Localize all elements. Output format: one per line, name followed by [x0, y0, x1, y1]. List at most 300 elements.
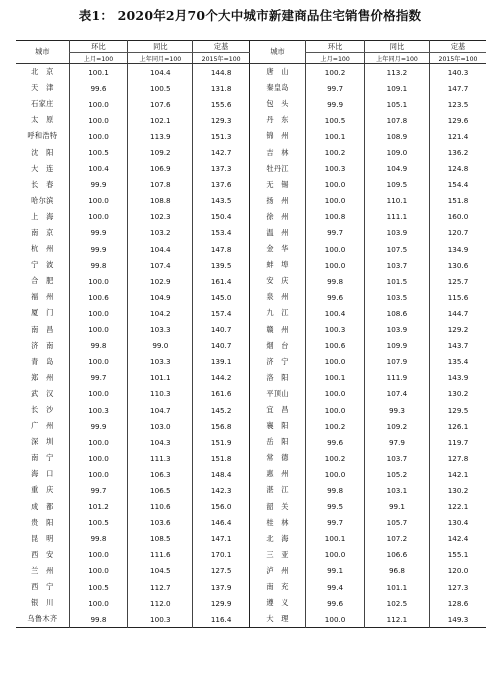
city-cell-left: 青 岛: [31, 356, 54, 366]
mom-cell-left: 100.0: [69, 209, 128, 225]
yoy-cell-right: 105.7: [364, 515, 429, 531]
mom-cell-right: 99.7: [306, 225, 365, 241]
base-cell-right: 130.4: [430, 515, 486, 531]
mom-cell-left: 100.1: [69, 64, 128, 81]
base-cell-left: 142.7: [193, 144, 249, 160]
city-cell-right: 洛 阳: [249, 370, 305, 386]
city-cell-left: 呼和浩特: [27, 131, 58, 141]
base-cell-right: 127.3: [430, 579, 486, 595]
base-cell-right: 128.6: [430, 595, 486, 611]
header-base-right: 定基: [430, 41, 486, 53]
table-row: [16, 466, 486, 482]
yoy-cell-left: 104.9: [128, 289, 193, 305]
mom-cell-left: 100.6: [69, 289, 128, 305]
yoy-cell-right: 103.7: [364, 450, 429, 466]
yoy-cell-right: 99.1: [364, 499, 429, 515]
mom-cell-left: 100.0: [69, 563, 128, 579]
mom-cell-right: 100.0: [306, 386, 365, 402]
city-cell-right: 三 亚: [249, 547, 305, 563]
city-cell-right: 温 州: [249, 225, 305, 241]
base-cell-right: 154.4: [430, 177, 486, 193]
base-cell-left: 144.2: [193, 370, 249, 386]
yoy-cell-left: 111.3: [128, 450, 193, 466]
yoy-cell-left: 111.6: [128, 547, 193, 563]
yoy-cell-left: 108.5: [128, 531, 193, 547]
city-cell-right: 安 庆: [249, 273, 305, 289]
city-cell-right: 徐 州: [249, 209, 305, 225]
base-cell-right: 129.6: [430, 112, 486, 128]
city-cell-left: 西 宁: [31, 582, 54, 592]
mom-cell-right: 99.6: [306, 595, 365, 611]
base-cell-left: 147.8: [193, 241, 249, 257]
mom-cell-right: 100.1: [306, 128, 365, 144]
header-base-sub-right: 2015年=100: [430, 53, 486, 64]
city-cell-right: 南 充: [249, 579, 305, 595]
header-city-right: 城市: [249, 41, 305, 64]
yoy-cell-left: 107.6: [128, 96, 193, 112]
base-cell-left: 170.1: [193, 547, 249, 563]
yoy-cell-left: 104.4: [128, 64, 193, 81]
yoy-cell-left: 104.3: [128, 434, 193, 450]
mom-cell-right: 100.0: [306, 466, 365, 482]
base-cell-right: 120.7: [430, 225, 486, 241]
header-city-left: 城市: [16, 41, 69, 64]
header-base-left: 定基: [193, 41, 249, 53]
city-cell-left: 杭 州: [31, 244, 54, 254]
yoy-cell-right: 97.9: [364, 434, 429, 450]
mom-cell-right: 99.6: [306, 289, 365, 305]
yoy-cell-left: 108.8: [128, 193, 193, 209]
yoy-cell-left: 106.5: [128, 482, 193, 498]
mom-cell-left: 101.2: [69, 499, 128, 515]
city-cell-right: 常 德: [249, 450, 305, 466]
mom-cell-left: 99.9: [69, 418, 128, 434]
table-row: [16, 531, 486, 547]
city-cell-right: 烟 台: [249, 338, 305, 354]
yoy-cell-right: 111.1: [364, 209, 429, 225]
yoy-cell-left: 112.7: [128, 579, 193, 595]
header-yoy-left: 同比: [128, 41, 193, 53]
table-row: [16, 241, 486, 257]
city-cell-left: 郑 州: [31, 372, 54, 382]
city-cell-left: 重 庆: [31, 485, 54, 495]
table-row: [16, 547, 486, 563]
city-cell-left: 长 沙: [31, 405, 54, 415]
base-cell-left: 139.5: [193, 257, 249, 273]
header-mom-sub-right: 上月=100: [306, 53, 365, 64]
mom-cell-right: 100.2: [306, 418, 365, 434]
table-row: [16, 563, 486, 579]
mom-cell-right: 99.8: [306, 482, 365, 498]
mom-cell-right: 100.5: [306, 112, 365, 128]
yoy-cell-right: 111.9: [364, 370, 429, 386]
yoy-cell-left: 110.6: [128, 499, 193, 515]
city-cell-right: 北 海: [249, 531, 305, 547]
city-cell-left: 宁 波: [31, 260, 54, 270]
base-cell-right: 127.8: [430, 450, 486, 466]
mom-cell-right: 99.8: [306, 273, 365, 289]
mom-cell-right: 99.4: [306, 579, 365, 595]
base-cell-right: 125.7: [430, 273, 486, 289]
city-cell-right: 大 理: [249, 611, 305, 628]
mom-cell-left: 100.0: [69, 193, 128, 209]
base-cell-left: 155.6: [193, 96, 249, 112]
base-cell-right: 155.1: [430, 547, 486, 563]
base-cell-left: 147.1: [193, 531, 249, 547]
price-index-table: [16, 40, 486, 628]
yoy-cell-right: 109.0: [364, 144, 429, 160]
mom-cell-left: 99.9: [69, 241, 128, 257]
base-cell-right: 121.4: [430, 128, 486, 144]
yoy-cell-left: 104.5: [128, 563, 193, 579]
city-cell-left: 大 连: [31, 163, 54, 173]
city-cell-left: 深 圳: [31, 437, 54, 447]
mom-cell-left: 100.0: [69, 354, 128, 370]
yoy-cell-right: 103.5: [364, 289, 429, 305]
table-row: [16, 595, 486, 611]
mom-cell-left: 99.8: [69, 257, 128, 273]
city-cell-right: 唐 山: [249, 64, 305, 81]
yoy-cell-left: 104.7: [128, 402, 193, 418]
yoy-cell-right: 109.5: [364, 177, 429, 193]
yoy-cell-right: 99.3: [364, 402, 429, 418]
city-cell-right: 金 华: [249, 241, 305, 257]
city-cell-left: 南 京: [31, 227, 54, 237]
yoy-cell-right: 107.9: [364, 354, 429, 370]
yoy-cell-left: 107.4: [128, 257, 193, 273]
table-row: [16, 144, 486, 160]
base-cell-left: 151.3: [193, 128, 249, 144]
city-cell-right: 扬 州: [249, 193, 305, 209]
yoy-cell-right: 107.4: [364, 386, 429, 402]
mom-cell-left: 100.4: [69, 161, 128, 177]
base-cell-left: 137.9: [193, 579, 249, 595]
yoy-cell-right: 106.6: [364, 547, 429, 563]
table-row: [16, 273, 486, 289]
base-cell-left: 161.6: [193, 386, 249, 402]
mom-cell-left: 99.8: [69, 338, 128, 354]
table-row: [16, 80, 486, 96]
header-mom-sub-left: 上月=100: [69, 53, 128, 64]
city-cell-left: 厦 门: [31, 308, 54, 318]
base-cell-left: 156.8: [193, 418, 249, 434]
table-row: [16, 322, 486, 338]
city-cell-left: 济 南: [31, 340, 54, 350]
base-cell-right: 143.7: [430, 338, 486, 354]
yoy-cell-right: 101.5: [364, 273, 429, 289]
yoy-cell-left: 103.0: [128, 418, 193, 434]
base-cell-left: 131.8: [193, 80, 249, 96]
city-cell-left: 海 口: [31, 469, 54, 479]
mom-cell-left: 100.0: [69, 112, 128, 128]
base-cell-left: 129.9: [193, 595, 249, 611]
city-cell-left: 南 昌: [31, 324, 54, 334]
table-row: [16, 482, 486, 498]
header-mom-left: 环比: [69, 41, 128, 53]
yoy-cell-right: 103.7: [364, 257, 429, 273]
mom-cell-right: 100.1: [306, 531, 365, 547]
base-cell-left: 139.1: [193, 354, 249, 370]
base-cell-left: 127.5: [193, 563, 249, 579]
table-row: [16, 305, 486, 321]
base-cell-left: 151.8: [193, 450, 249, 466]
city-cell-left: 银 川: [31, 598, 54, 608]
city-cell-left: 长 春: [31, 179, 54, 189]
yoy-cell-left: 104.2: [128, 305, 193, 321]
base-cell-right: 126.1: [430, 418, 486, 434]
yoy-cell-left: 101.1: [128, 370, 193, 386]
base-cell-right: 115.6: [430, 289, 486, 305]
base-cell-left: 150.4: [193, 209, 249, 225]
mom-cell-right: 99.7: [306, 515, 365, 531]
mom-cell-right: 100.0: [306, 354, 365, 370]
city-cell-left: 哈尔滨: [31, 195, 54, 205]
table-title: 表1： 2020年2月70个大中城市新建商品住宅销售价格指数: [78, 8, 422, 23]
city-cell-left: 贵 阳: [31, 517, 54, 527]
table-row: [16, 515, 486, 531]
base-cell-right: 119.7: [430, 434, 486, 450]
table-row: [16, 128, 486, 144]
table-row: [16, 177, 486, 193]
city-cell-right: 韶 关: [249, 499, 305, 515]
city-cell-left: 武 汉: [31, 388, 54, 398]
yoy-cell-right: 110.1: [364, 193, 429, 209]
table-row: [16, 434, 486, 450]
table-row: [16, 64, 486, 81]
yoy-cell-left: 99.0: [128, 338, 193, 354]
mom-cell-left: 99.8: [69, 531, 128, 547]
mom-cell-left: 99.8: [69, 611, 128, 628]
yoy-cell-right: 105.2: [364, 466, 429, 482]
city-cell-left: 广 州: [31, 421, 54, 431]
mom-cell-left: 100.0: [69, 434, 128, 450]
base-cell-right: 142.1: [430, 466, 486, 482]
mom-cell-right: 99.9: [306, 96, 365, 112]
mom-cell-left: 100.0: [69, 305, 128, 321]
base-cell-right: 134.9: [430, 241, 486, 257]
mom-cell-left: 99.9: [69, 225, 128, 241]
base-cell-left: 161.4: [193, 273, 249, 289]
city-cell-left: 昆 明: [31, 533, 54, 543]
mom-cell-right: 100.4: [306, 305, 365, 321]
yoy-cell-left: 103.2: [128, 225, 193, 241]
city-cell-right: 牡丹江: [249, 161, 305, 177]
table-row: [16, 499, 486, 515]
base-cell-left: 156.0: [193, 499, 249, 515]
city-cell-right: 济 宁: [249, 354, 305, 370]
yoy-cell-left: 106.3: [128, 466, 193, 482]
base-cell-right: 120.0: [430, 563, 486, 579]
city-cell-right: 丹 东: [249, 112, 305, 128]
yoy-cell-right: 105.1: [364, 96, 429, 112]
mom-cell-left: 100.0: [69, 450, 128, 466]
yoy-cell-left: 102.3: [128, 209, 193, 225]
city-cell-left: 北 京: [31, 67, 54, 77]
city-cell-right: 锦 州: [249, 128, 305, 144]
yoy-cell-left: 103.3: [128, 322, 193, 338]
mom-cell-left: 100.5: [69, 579, 128, 595]
mom-cell-left: 100.0: [69, 273, 128, 289]
mom-cell-left: 100.5: [69, 144, 128, 160]
base-cell-left: 145.0: [193, 289, 249, 305]
header-mom-right: 环比: [306, 41, 365, 53]
mom-cell-left: 100.3: [69, 402, 128, 418]
mom-cell-right: 100.0: [306, 611, 365, 628]
table-row: [16, 370, 486, 386]
base-cell-left: 140.7: [193, 322, 249, 338]
yoy-cell-right: 108.6: [364, 305, 429, 321]
base-cell-left: 145.2: [193, 402, 249, 418]
base-cell-left: 142.3: [193, 482, 249, 498]
base-cell-right: 129.2: [430, 322, 486, 338]
yoy-cell-left: 103.6: [128, 515, 193, 531]
mom-cell-right: 100.0: [306, 193, 365, 209]
table-row: [16, 402, 486, 418]
table-row: [16, 289, 486, 305]
base-cell-left: 137.6: [193, 177, 249, 193]
yoy-cell-left: 102.9: [128, 273, 193, 289]
mom-cell-right: 100.2: [306, 144, 365, 160]
base-cell-right: 124.8: [430, 161, 486, 177]
yoy-cell-right: 103.9: [364, 322, 429, 338]
base-cell-left: 153.4: [193, 225, 249, 241]
base-cell-right: 151.8: [430, 193, 486, 209]
base-cell-right: 147.7: [430, 80, 486, 96]
yoy-cell-left: 102.1: [128, 112, 193, 128]
city-cell-left: 上 海: [31, 211, 54, 221]
city-cell-right: 岳 阳: [249, 434, 305, 450]
table-row: [16, 418, 486, 434]
yoy-cell-left: 100.3: [128, 611, 193, 628]
base-cell-left: 146.4: [193, 515, 249, 531]
table-row: [16, 354, 486, 370]
city-cell-left: 石家庄: [31, 99, 54, 109]
base-cell-left: 137.3: [193, 161, 249, 177]
base-cell-right: 143.9: [430, 370, 486, 386]
yoy-cell-right: 107.8: [364, 112, 429, 128]
table-row: [16, 338, 486, 354]
base-cell-left: 140.7: [193, 338, 249, 354]
mom-cell-right: 100.0: [306, 547, 365, 563]
yoy-cell-left: 106.9: [128, 161, 193, 177]
table-row: [16, 112, 486, 128]
base-cell-right: 136.2: [430, 144, 486, 160]
base-cell-right: 123.5: [430, 96, 486, 112]
yoy-cell-left: 113.9: [128, 128, 193, 144]
mom-cell-left: 100.0: [69, 386, 128, 402]
yoy-cell-left: 109.2: [128, 144, 193, 160]
city-cell-right: 赣 州: [249, 322, 305, 338]
city-cell-right: 秦皇岛: [249, 80, 305, 96]
yoy-cell-left: 110.3: [128, 386, 193, 402]
city-cell-left: 成 都: [31, 501, 54, 511]
mom-cell-left: 100.5: [69, 515, 128, 531]
base-cell-right: 129.5: [430, 402, 486, 418]
mom-cell-right: 99.1: [306, 563, 365, 579]
base-cell-left: 148.4: [193, 466, 249, 482]
yoy-cell-right: 109.1: [364, 80, 429, 96]
city-cell-right: 泉 州: [249, 289, 305, 305]
header-base-sub-left: 2015年=100: [193, 53, 249, 64]
base-cell-left: 143.5: [193, 193, 249, 209]
yoy-cell-left: 103.3: [128, 354, 193, 370]
city-cell-right: 包 头: [249, 96, 305, 112]
city-cell-right: 蚌 埠: [249, 257, 305, 273]
city-cell-right: 湛 江: [249, 482, 305, 498]
city-cell-left: 南 宁: [31, 453, 54, 463]
base-cell-right: 160.0: [430, 209, 486, 225]
city-cell-left: 合 肥: [31, 276, 54, 286]
mom-cell-right: 100.0: [306, 402, 365, 418]
mom-cell-right: 100.2: [306, 64, 365, 81]
mom-cell-left: 100.0: [69, 595, 128, 611]
mom-cell-right: 100.8: [306, 209, 365, 225]
base-cell-left: 151.9: [193, 434, 249, 450]
yoy-cell-right: 107.5: [364, 241, 429, 257]
city-cell-left: 乌鲁木齐: [27, 614, 58, 624]
yoy-cell-left: 112.0: [128, 595, 193, 611]
base-cell-right: 135.4: [430, 354, 486, 370]
yoy-cell-right: 113.2: [364, 64, 429, 81]
header-yoy-sub-right: 上年同月=100: [364, 53, 429, 64]
base-cell-left: 144.8: [193, 64, 249, 81]
city-cell-right: 吉 林: [249, 144, 305, 160]
header-yoy-right: 同比: [364, 41, 429, 53]
mom-cell-left: 100.0: [69, 547, 128, 563]
base-cell-left: 129.3: [193, 112, 249, 128]
mom-cell-right: 100.0: [306, 177, 365, 193]
table-row: [16, 579, 486, 595]
city-cell-right: 遵 义: [249, 595, 305, 611]
city-cell-right: 惠 州: [249, 466, 305, 482]
table-row: [16, 450, 486, 466]
yoy-cell-right: 103.9: [364, 225, 429, 241]
table-row: [16, 161, 486, 177]
yoy-cell-right: 96.8: [364, 563, 429, 579]
table-row: [16, 96, 486, 112]
mom-cell-right: 99.6: [306, 434, 365, 450]
base-cell-left: 157.4: [193, 305, 249, 321]
mom-cell-right: 100.0: [306, 257, 365, 273]
city-cell-right: 泸 州: [249, 563, 305, 579]
base-cell-right: 130.2: [430, 386, 486, 402]
city-cell-right: 桂 林: [249, 515, 305, 531]
mom-cell-right: 100.3: [306, 161, 365, 177]
table-row: [16, 611, 486, 628]
yoy-cell-right: 109.9: [364, 338, 429, 354]
mom-cell-right: 100.0: [306, 241, 365, 257]
yoy-cell-right: 107.2: [364, 531, 429, 547]
base-cell-right: 142.4: [430, 531, 486, 547]
mom-cell-right: 100.2: [306, 450, 365, 466]
yoy-cell-right: 102.5: [364, 595, 429, 611]
city-cell-left: 天 津: [31, 83, 54, 93]
city-cell-right: 平顶山: [249, 386, 305, 402]
mom-cell-right: 100.1: [306, 370, 365, 386]
base-cell-right: 130.2: [430, 482, 486, 498]
city-cell-right: 无 锡: [249, 177, 305, 193]
mom-cell-left: 100.0: [69, 466, 128, 482]
city-cell-left: 太 原: [31, 115, 54, 125]
base-cell-right: 130.6: [430, 257, 486, 273]
header-yoy-sub-left: 上年同月=100: [128, 53, 193, 64]
city-cell-left: 沈 阳: [31, 147, 54, 157]
base-cell-right: 140.3: [430, 64, 486, 81]
yoy-cell-right: 101.1: [364, 579, 429, 595]
mom-cell-left: 99.7: [69, 482, 128, 498]
mom-cell-left: 100.0: [69, 128, 128, 144]
base-cell-left: 116.4: [193, 611, 249, 628]
